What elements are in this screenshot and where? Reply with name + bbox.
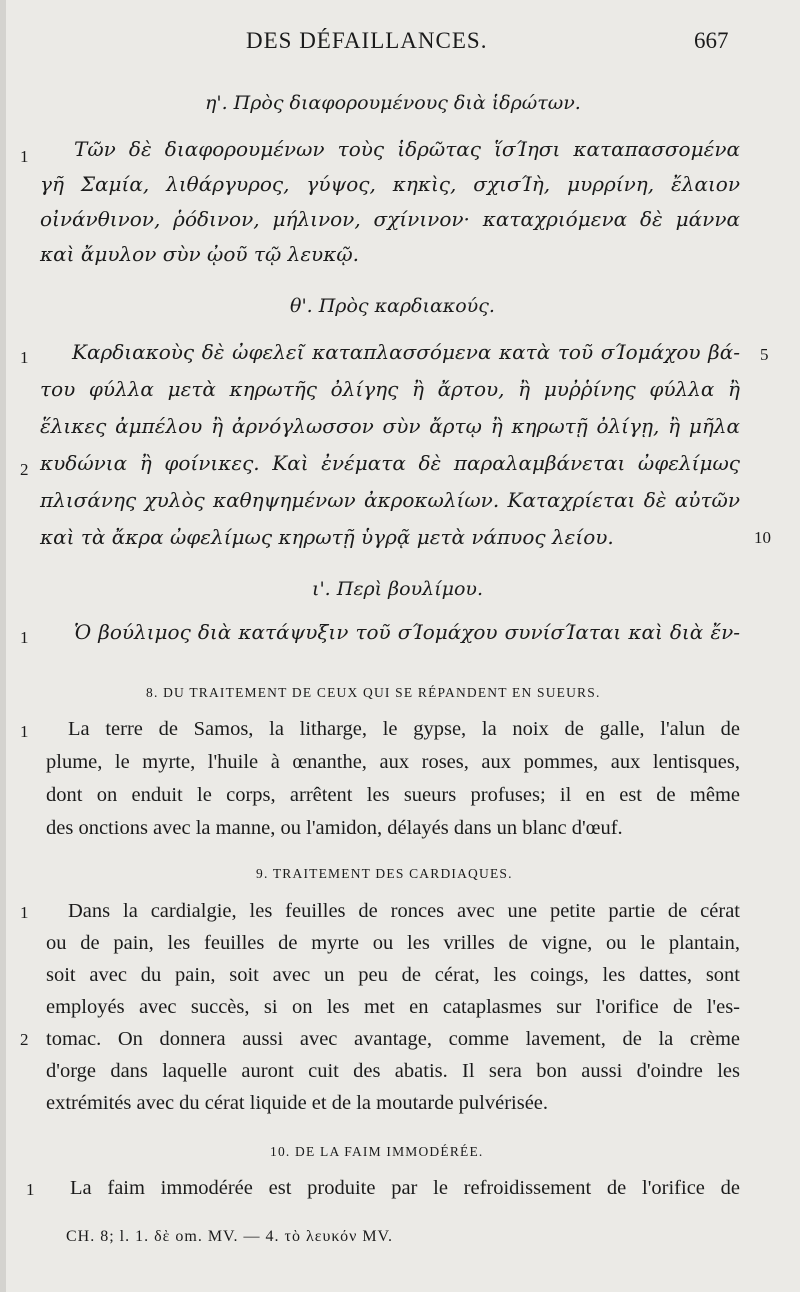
margin-number: 1 [20,147,29,166]
greek-text-line: καὶ ἄμυλον σὺν ᾠοῦ τῷ λευκῷ. [40,242,359,266]
french-text-line: extrémités avec du cérat liquide et de la moutarde pulvérisée. [46,1092,549,1114]
greek-text-line: οἰνάνθινον, ῥόδινον, μήλινον, σχίνινον· καταχριόμενα δὲ μάννα [40,207,740,231]
french-text-line: plume, le myrte, l'huile à œnanthe, aux roses, aux pommes, aux lentisques, [46,751,740,773]
french-text-line: La terre de Samos, la litharge, le gypse, la noix de galle, l'alun de [68,718,740,740]
page-edge-shadow [0,0,6,1292]
greek-section-heading-theta: θ'. Πρὸς καρδιακούς. [290,295,495,317]
french-section-heading-9: 9. TRAITEMENT DES CARDIAQUES. [256,866,513,881]
french-section-heading-10: 10. DE LA FAIM IMMODÉRÉE. [270,1144,484,1159]
margin-number: 2 [20,460,29,479]
line-number-5: 5 [760,345,769,364]
french-text-line: d'orge dans laquelle auront cuit des abatis. Il sera bon aussi d'oindre les [46,1060,740,1082]
greek-text-line: του φύλλα μετὰ κηρωτῆς ὀλίγης ἢ ἄρτου, ἢ μυῤῥίνης φύλλα ἢ [40,377,740,401]
french-section-heading-8: 8. DU TRAITEMENT DE CEUX QUI SE RÉPANDENT EN SUEURS. [146,685,601,700]
french-text-line: Dans la cardialgie, les feuilles de ronces avec une petite partie de cérat [68,900,740,922]
french-text-line: La faim immodérée est produite par le refroidissement de l'orifice de [70,1177,740,1199]
greek-section-heading-iota: ι'. Περὶ βουλίμου. [312,578,484,600]
french-text-line: tomac. On donnera aussi avec avantage, comme lavement, de la crème [46,1028,740,1050]
greek-text-line: Καρδιακοὺς δὲ ὠφελεῖ καταπλασσόμενα κατὰ τοῦ σΊομάχου βά- [72,340,740,364]
margin-number: 1 [20,628,29,647]
greek-text-line: ἕλικες ἀμπέλου ἢ ἀρνόγλωσσον σὺν ἄρτῳ ἢ κηρωτῇ ὀλίγῃ, ἢ μῆλα [40,414,740,438]
margin-number: 1 [20,722,29,741]
greek-text-line: Τῶν δὲ διαφορουμένων τοὺς ἱδρῶτας ἵσΊησι καταπασσομένα [74,137,740,161]
french-text-line: soit avec du pain, soit avec un peu de cérat, les coings, les dattes, sont [46,964,740,986]
greek-section-heading-eta: η'. Πρὸς διαφορουμένους διὰ ἱδρώτων. [205,92,581,114]
french-text-line: des onctions avec la manne, ou l'amidon, délayés dans un blanc d'œuf. [46,817,623,839]
margin-number: 1 [20,903,29,922]
french-text-line: dont on enduit le corps, arrêtent les sueurs profuses; il en est de même [46,784,740,806]
greek-text-line: καὶ τὰ ἄκρα ὠφελίμως κηρωτῇ ὑγρᾷ μετὰ νάπυος λείου. [40,525,614,549]
greek-text-line: γῆ Σαμία, λιθάργυρος, γύψος, κηκὶς, σχισΊὴ, μυρρίνη, ἔλαιον [40,172,740,196]
greek-text-line: πλισάνης χυλὸς καθηψημένων ἀκροκωλίων. Καταχρίεται δὲ αὐτῶν [40,488,740,512]
footnote: CH. 8; l. 1. δὲ om. MV. — 4. τὸ λευκόν MV. [66,1228,394,1245]
greek-text-line: κυδώνια ἢ φοίνικες. Καὶ ἐνέματα δὲ παραλαμβάνεται ὠφελίμως [40,451,740,475]
page-number: 667 [694,28,729,53]
french-text-line: employés avec succès, si on les met en cataplasmes sur l'orifice de l'es- [46,996,740,1018]
margin-number: 1 [26,1180,35,1199]
greek-text-line: Ὁ βούλιμος διὰ κατάψυξιν τοῦ σΊομάχου συνίσΊαται καὶ διὰ ἔν- [74,620,740,644]
margin-number: 2 [20,1030,29,1049]
line-number-10: 10 [754,528,771,547]
running-header-title: DES DÉFAILLANCES. [246,28,488,53]
margin-number: 1 [20,348,29,367]
french-text-line: ou de pain, les feuilles de myrte ou les vrilles de vigne, ou le plantain, [46,932,740,954]
